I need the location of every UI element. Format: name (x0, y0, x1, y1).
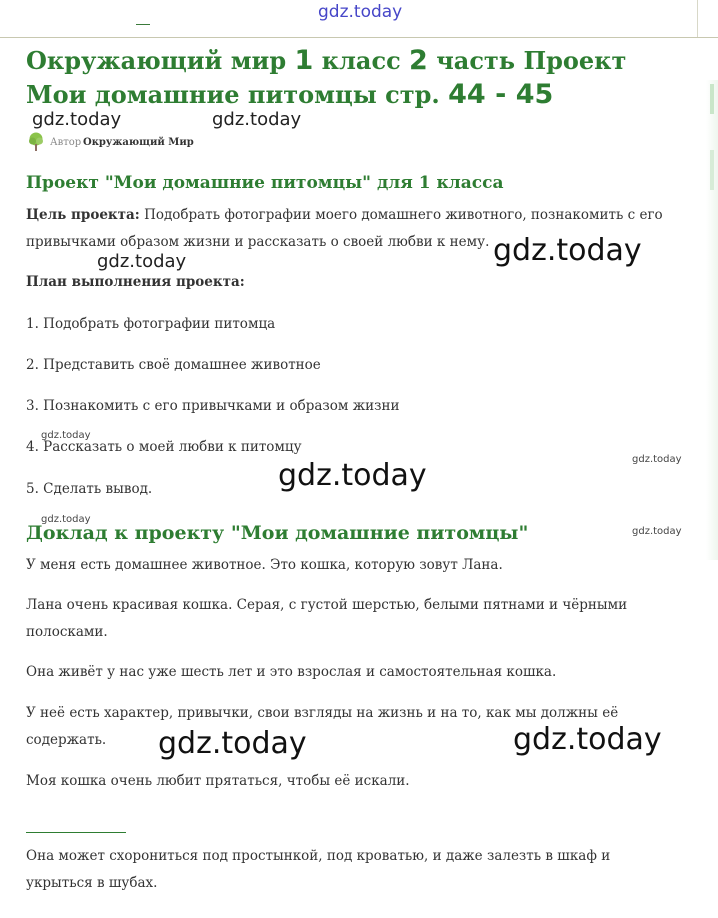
goal-text: Подобрать фотографии моего домашнего животного, познакомить с его привычками образом жизни и рассказать о своей любви к нему. (26, 207, 663, 250)
site-logo[interactable]: gdz.today (318, 2, 403, 22)
watermark: gdz.today (513, 722, 662, 757)
plan-label: План выполнения проекта: (26, 274, 245, 290)
report-paragraph: Моя кошка очень любит прятаться, чтобы её искали. (26, 773, 410, 789)
goal-label: Цель проекта: (26, 207, 140, 223)
plan-item: 5. Сделать вывод. (26, 481, 153, 497)
watermark: gdz.today (97, 251, 187, 272)
tree-icon (27, 132, 45, 152)
section-heading-project: Проект "Мои домашние питомцы" для 1 класса (26, 173, 504, 193)
watermark: gdz.today (41, 514, 91, 525)
report-paragraph: Лана очень красивая кошка. Серая, с густой шерстью, белыми пятнами и чёрными полосками. (26, 597, 628, 640)
plan-item: 1. Подобрать фотографии питомца (26, 316, 276, 332)
plan-item: 3. Познакомить с его привычками и образом жизни (26, 398, 400, 414)
report-paragraph: Она может схорониться под простынкой, под кроватью, и даже залезть в шкаф и укрыться в шубах. (26, 848, 611, 891)
watermark: gdz.today (158, 726, 307, 761)
watermark: gdz.today (632, 454, 682, 465)
watermark: gdz.today (212, 109, 302, 130)
section-heading-report: Доклад к проекту "Мои домашние питомцы" (26, 522, 529, 544)
plan-item: 2. Представить своё домашнее животное (26, 357, 321, 373)
top-bar-edge (697, 0, 698, 37)
report-paragraph: У неё есть характер, привычки, свои взгляды на жизнь и на то, как мы должны её содержать. (26, 705, 619, 748)
author-label: Автор (50, 137, 82, 148)
author-name-link[interactable]: Окружающий Мир (83, 137, 194, 148)
watermark: gdz.today (278, 458, 427, 493)
report-paragraph: Она живёт у нас уже шесть лет и это взрослая и самостоятельная кошка. (26, 664, 557, 680)
watermark: gdz.today (41, 430, 91, 441)
report-paragraph: У меня есть домашнее животное. Это кошка, которую зовут Лана. (26, 557, 503, 573)
sidebar-strip (706, 80, 718, 560)
page-title: Окружающий мир 1 класс 2 часть Проект Мои домашние питомцы стр. 44 - 45 (26, 45, 627, 110)
menu-dash[interactable] (136, 24, 150, 25)
plan-item: 4. Рассказать о моей любви к питомцу (26, 439, 302, 455)
watermark: gdz.today (32, 109, 122, 130)
watermark: gdz.today (493, 233, 642, 268)
content-separator (26, 832, 126, 833)
watermark: gdz.today (632, 526, 682, 537)
header-divider (0, 37, 718, 38)
